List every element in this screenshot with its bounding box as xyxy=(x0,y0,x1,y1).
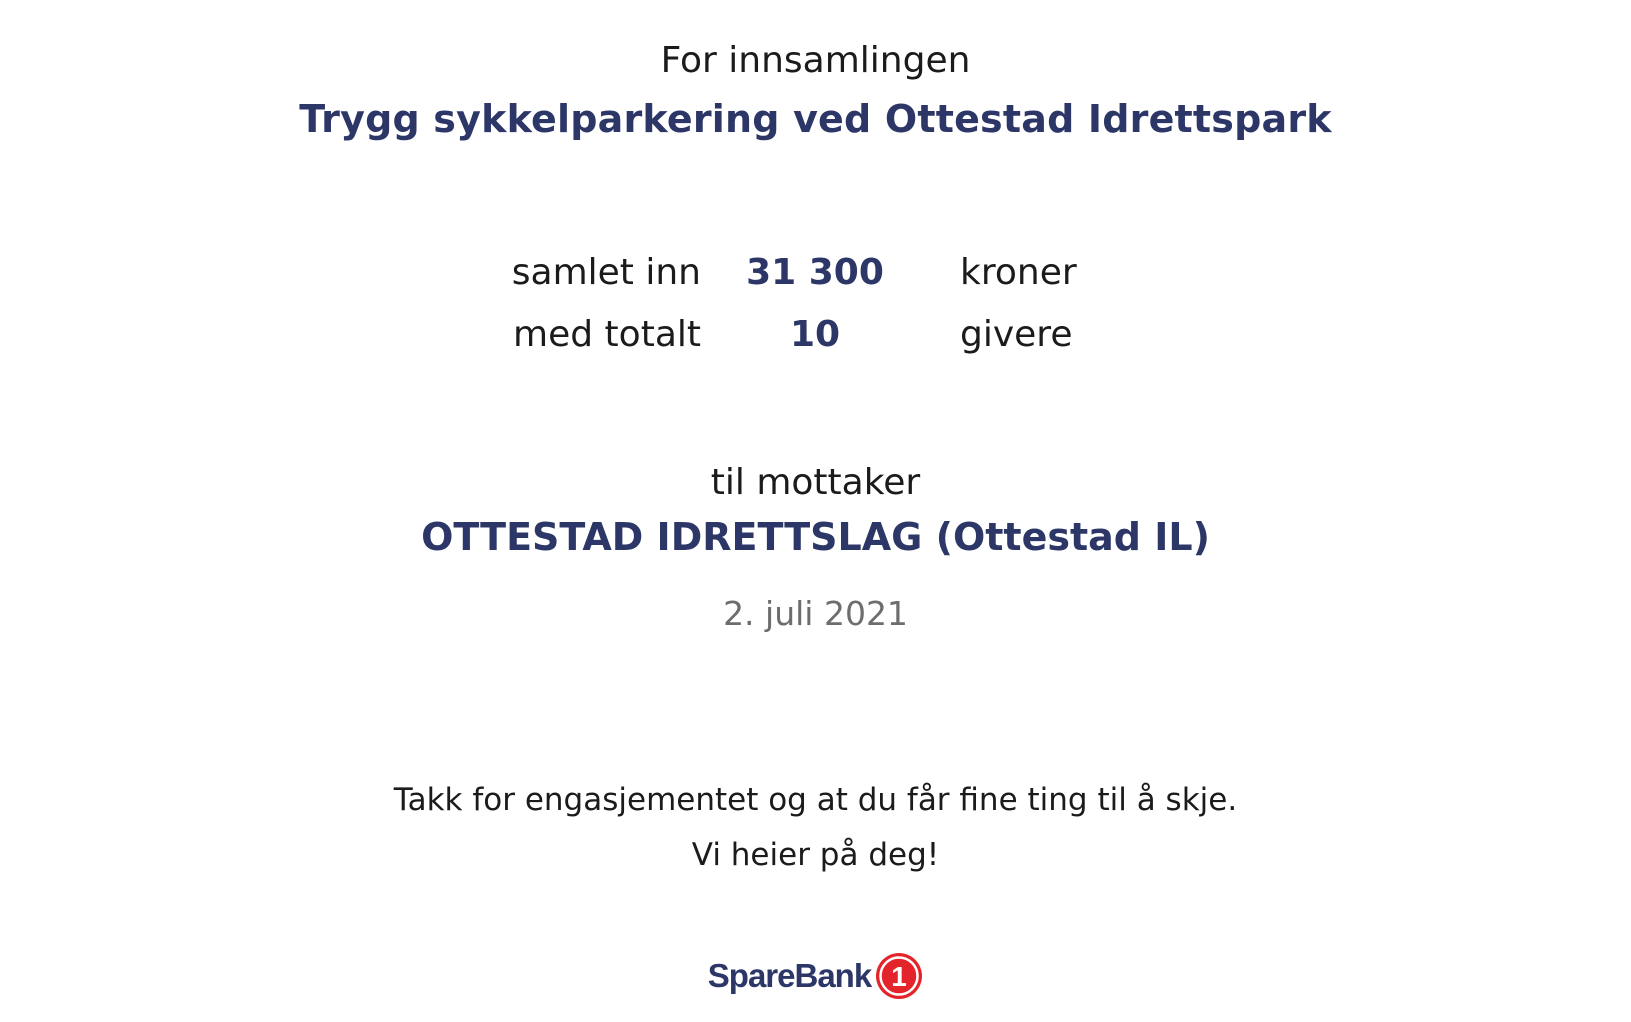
cheer-text: Vi heier på deg! xyxy=(691,837,940,873)
thanks-text: Takk for engasjementet og at du får fine ting til å skje. xyxy=(393,782,1238,818)
donors-row xyxy=(0,314,1631,364)
donors-unit: givere xyxy=(960,314,1073,355)
logo-badge-digit: 1 xyxy=(891,961,907,992)
donors-count: 10 xyxy=(789,314,841,355)
recipient-name: OTTESTAD IDRETTSLAG (Ottestad IL) xyxy=(421,515,1210,559)
recipient-intro: til mottaker xyxy=(710,462,921,503)
collected-unit: kroner xyxy=(960,252,1077,293)
sparebank1-logo-icon xyxy=(875,952,923,1000)
donors-label: med totalt xyxy=(513,314,701,355)
collected-label: samlet inn xyxy=(511,252,701,293)
collected-amount: 31 300 xyxy=(746,252,884,293)
sparebank-logo xyxy=(0,952,1631,1000)
campaign-title: Trygg sykkelparkering ved Ottestad Idrettspark xyxy=(299,97,1332,141)
certificate-date: 2. juli 2021 xyxy=(723,594,908,633)
logo-text: SpareBank xyxy=(707,957,872,994)
collected-row xyxy=(0,252,1631,302)
intro-text: For innsamlingen xyxy=(660,40,971,81)
